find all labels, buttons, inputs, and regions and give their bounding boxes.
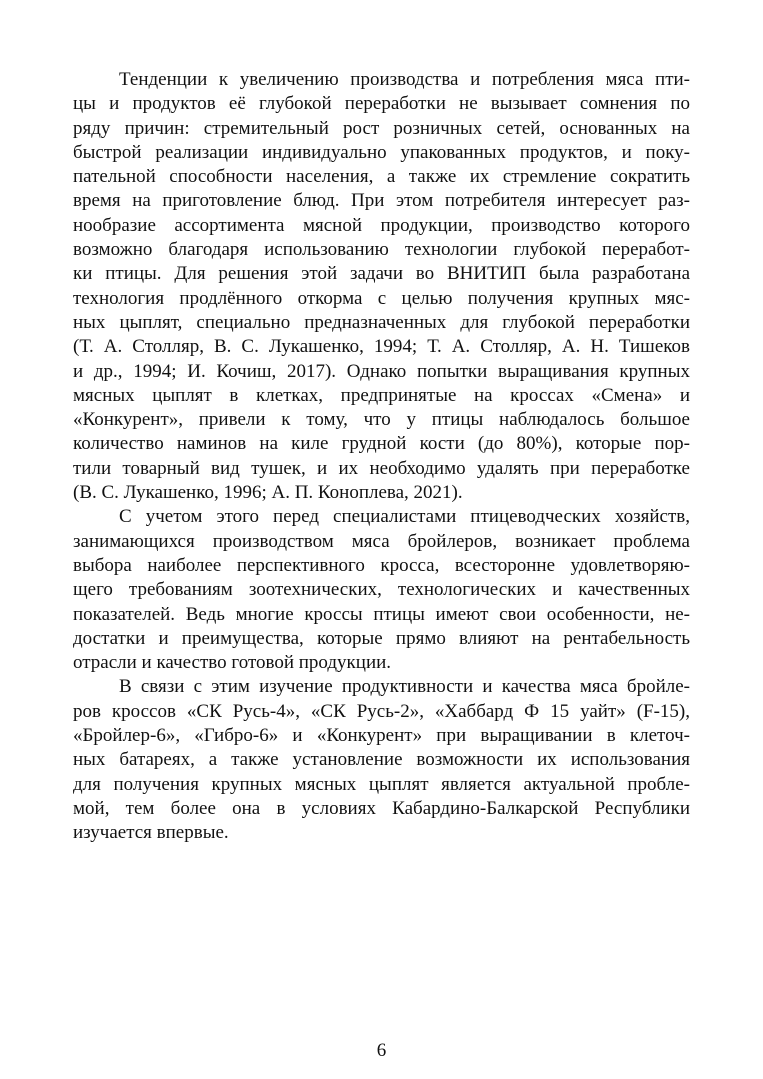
text-line: ров кроссов «СК Русь-4», «СК Русь-2», «Хаббард Ф 15 уайт» (F-15), [73,700,690,722]
text-line: ряду причин: стремительный рост розничных сетей, основанных на [73,117,690,139]
paragraph-1 [73,68,690,505]
text-line: тили товарный вид тушек, и их необходимо удалять при переработке [73,457,690,479]
page-number: 6 [376,1040,387,1061]
text-line: отрасли и качество готовой продукции. [73,652,392,674]
text-line: щего требованиям зоотехнических, технологических и качественных [73,579,690,601]
text-line: и др., 1994; И. Кочиш, 2017). Однако попытки выращивания крупных [73,360,690,382]
text-line: мой, тем более она в условиях Кабардино-Балкарской Республики [73,797,690,819]
text-line: «Бройлер-6», «Гибро-6» и «Конкурент» при выращивании в клеточ- [73,725,690,747]
text-line: быстрой реализации индивидуально упакованных продуктов, и поку- [73,141,690,163]
text-line: показателей. Ведь многие кроссы птицы имеют свои особенности, не- [73,603,690,625]
text-line: пательной способности населения, а также их стремление сократить [73,166,690,188]
text-line: возможно благодаря использованию технологии глубокой переработ- [73,239,690,261]
text-line: ки птицы. Для решения этой задачи во ВНИТИП была разработана [73,263,690,285]
paragraph-2 [73,505,690,675]
text-line: выбора наиболее перспективного кросса, всесторонне удовлетворяю- [73,554,690,576]
text-line: время на приготовление блюд. При этом потребителя интересует раз- [73,190,690,212]
body-text [73,68,690,846]
text-line: С учетом этого перед специалистами птицеводческих хозяйств, [119,506,690,528]
text-line: (Т. А. Столляр, В. С. Лукашенко, 1994; Т. А. Столляр, А. Н. Тишеков [73,336,690,358]
text-line: для получения крупных мясных цыплят является актуальной пробле- [73,773,690,795]
text-line: мясных цыплят в клетках, предпринятые на кроссах «Смена» и [73,384,690,406]
paragraph-3 [73,675,690,845]
text-line: (В. С. Лукашенко, 1996; А. П. Коноплева, 2021). [73,482,463,504]
text-line: изучается впервые. [73,822,229,844]
text-line: занимающихся производством мяса бройлеров, возникает проблема [73,530,690,552]
text-line: количество наминов на киле грудной кости (до 80%), которые пор- [73,433,690,455]
text-line: технология продлённого откорма с целью получения крупных мяс- [73,287,690,309]
text-line: В связи с этим изучение продуктивности и качества мяса бройле- [119,676,690,698]
text-line: нообразие ассортимента мясной продукции, производство которого [73,214,690,236]
text-line: ных батареях, а также установление возможности их использования [73,749,690,771]
text-line: достатки и преимущества, которые прямо влияют на рентабельность [73,627,690,649]
text-line: Тенденции к увеличению производства и потребления мяса пти- [119,69,690,90]
text-line: «Конкурент», привели к тому, что у птицы наблюдалось большое [73,409,690,431]
text-line: цы и продуктов её глубокой переработки не вызывает сомнения по [73,93,690,115]
text-line: ных цыплят, специально предназначенных для глубокой переработки [73,311,690,333]
